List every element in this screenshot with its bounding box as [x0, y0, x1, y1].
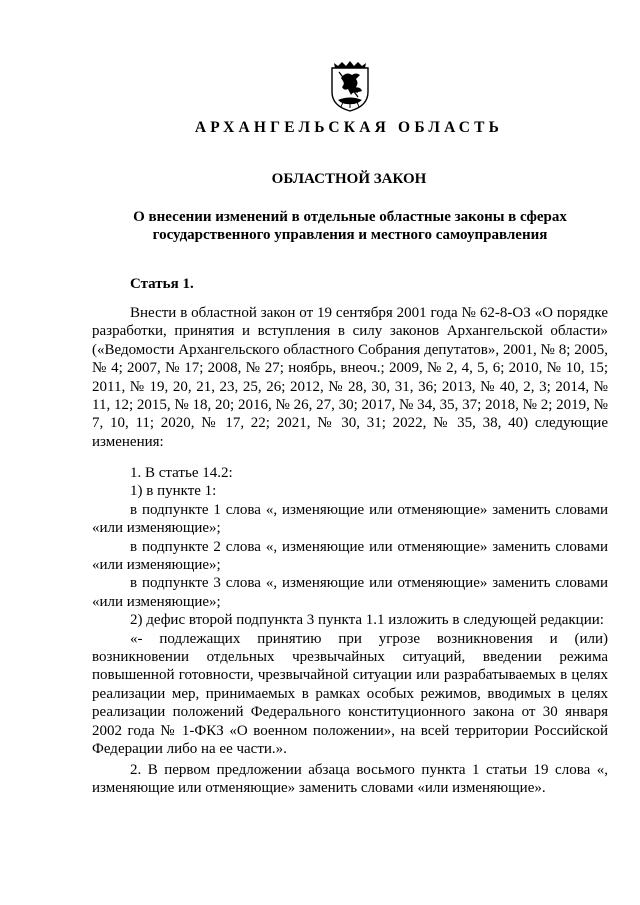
amendment-item: 1. В статье 14.2: — [130, 465, 233, 481]
arkhangelsk-coat-of-arms-icon — [329, 60, 371, 112]
law-type-heading: ОБЛАСТНОЙ ЗАКОН — [271, 171, 427, 187]
amendment-item: в подпункте 2 слова «, изменяющие или отменяющие» заменить словами «или изменяющие»; — [92, 538, 608, 574]
article-intro — [92, 304, 608, 451]
amendment-item: 1) в пункте 1: — [130, 483, 217, 500]
intro-paragraph: Внести в областной закон от 19 сентября 2001 года № 62-8-ОЗ «О порядке разработки, принятия и вступления в силу законов Архангельской области» («Ведомости Архангельского областного Собрания депутатов», 2001, № 8; 2005, № 4; 2007, № 17; 2008, № 27; ноябрь, внеоч.; 2009, № 2, 4, 5, 6; 2010, № 10, 15; 2011, № 19, 20, 21, 23, 25, 26; 2012, № 28, 30, 31, 36; 2013, № 40, 2, 3; 2014, № 11, 12; 2015, № 18, 20; 2016, № 26, 27, 30; 2017, № 34, 35, 37; 2018, № 2; 2019, № 7, 10, 11; 2020, № 17, 22; 2021, № 30, 31; 2022, № 35, 38, 40) следующие изменения: — [92, 305, 608, 450]
amendment-item-quoted: «- подлежащих принятию при угрозе возникновения и (или) возникновении отдельных чрезвычайных ситуаций, введении режима повышенной готовности, чрезвычайной ситуации или разрабатываемых в целях реализации мер, принимаемых в рамках особых режимов, вводимых в целях реализации положений Федерального конституционного закона от 30 января 2002 года № 1-ФКЗ «О военном положении», на всей территории Российской Федерации либо на ее части.». — [92, 630, 608, 758]
amendment-item-2 — [92, 761, 608, 798]
article-heading: Статья 1. — [130, 276, 194, 292]
amendment-item: 2) дефис второй подпункта 3 пункта 1.1 изложить в следующей редакции: — [130, 612, 604, 629]
law-title — [92, 208, 608, 244]
amendment-paragraph-2: 2. В первом предложении абзаца восьмого пункта 1 статьи 19 слова «, изменяющие или отменяющие» заменить словами «или изменяющие». — [92, 762, 608, 797]
law-title-line-2: государственного управления и местного самоуправления — [152, 227, 548, 243]
amendment-item: в подпункте 3 слова «, изменяющие или отменяющие» заменить словами «или изменяющие»; — [92, 575, 608, 610]
amendment-item: в подпункте 1 слова «, изменяющие или отменяющие» заменить словами «или изменяющие»; — [92, 501, 608, 537]
amendment-list — [92, 464, 608, 759]
law-title-line-1: О внесении изменений в отдельные областные законы в сферах — [133, 209, 567, 225]
region-name: АРХАНГЕЛЬСКАЯ ОБЛАСТЬ — [194, 119, 504, 136]
